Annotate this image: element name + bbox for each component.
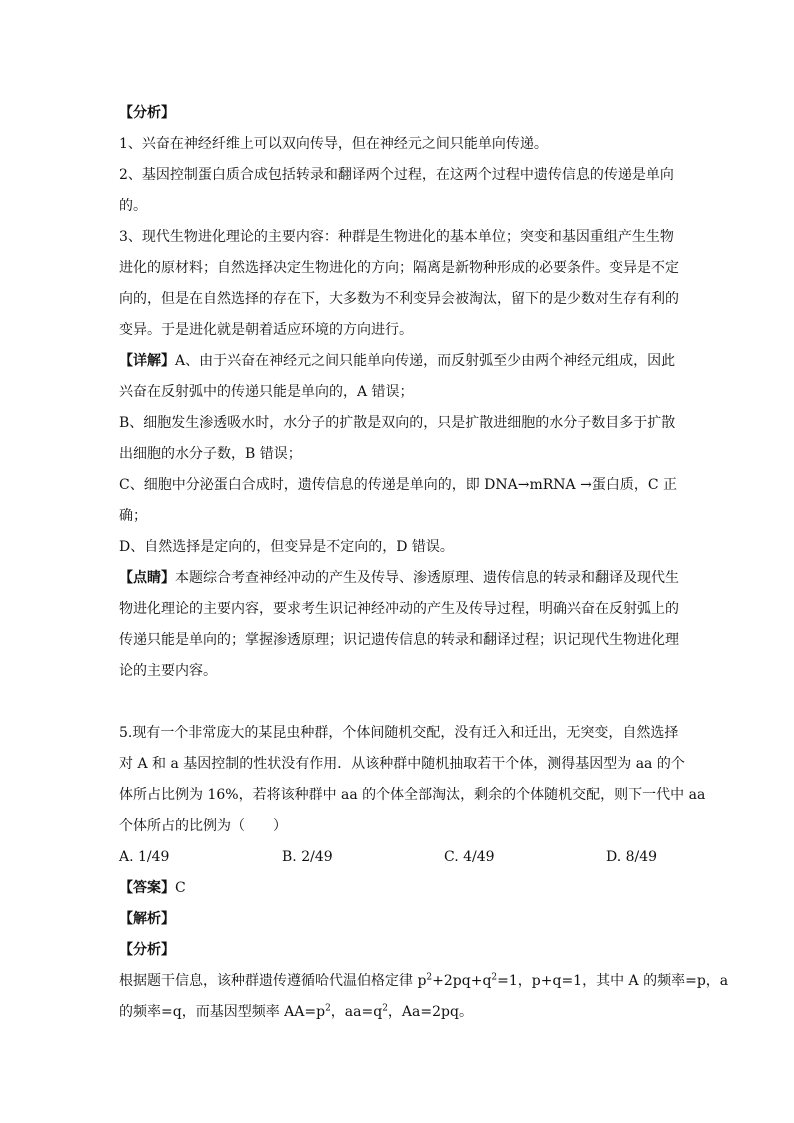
analysis-point: 1、兴奋在神经纤维上可以双向传导，但在神经元之间只能单向传递。 (119, 136, 548, 152)
comment-line: 论的主要内容。 (119, 663, 217, 679)
analysis-point: 的。 (119, 198, 147, 214)
option-b: B. 2/49 (282, 849, 333, 865)
comment-line: 物进化理论的主要内容，要求考生识记神经冲动的产生及传导过程，明确兴奋在反射弧上的 (119, 601, 679, 617)
analysis-point: 3、现代生物进化理论的主要内容：种群是生物进化的基本单位；突变和基因重组产生生物 (119, 229, 674, 245)
question-stem: 体所占比例为 16%，若将该种群中 aa 的个体全部淘汰，剩余的个体随机交配，则下一代中 aa (119, 787, 706, 803)
detail-line: 兴奋在反射弧中的传递只能是单向的，A 错误； (119, 384, 414, 400)
comment-line: 传递只能是单向的；掌握渗透原理；识记遗传信息的转录和翻译过程；识记现代生物进化理 (119, 632, 679, 648)
question-stem: 5.现有一个非常庞大的某昆虫种群，个体间随机交配，没有迁入和迁出，无突变，自然选择 (119, 725, 679, 741)
question-stem: 个体所占的比例为（ ） (119, 818, 287, 834)
document-body (119, 98, 729, 1028)
detail-line: C、细胞中分泌蛋白合成时，遗传信息的传递是单向的，即 DNA→mRNA →蛋白质，C 正 (119, 477, 677, 493)
option-c: C. 4/49 (444, 849, 495, 865)
analysis-heading-2: 【分析】 (119, 942, 175, 958)
analysis-point: 变异。于是进化就是朝着适应环境的方向进行。 (119, 322, 413, 338)
question-stem: 对 A 和 a 基因控制的性状没有作用．从该种群中随机抽取若干个体，测得基因型为 aa 的个 (119, 756, 685, 772)
comment-line: 【点睛】本题综合考查神经冲动的产生及传导、渗透原理、遗传信息的转录和翻译及现代生 (119, 570, 679, 586)
explain-heading: 【解析】 (119, 911, 175, 927)
answer-line (119, 873, 679, 904)
detail-line: 确； (119, 508, 147, 524)
detail-line: D、自然选择是定向的，但变异是不定向的，D 错误。 (119, 539, 454, 555)
answer-heading: 【答案】 (119, 880, 175, 896)
detail-line: 出细胞的水分子数，B 错误； (119, 446, 302, 462)
analysis-point: 进化的原材料；自然选择决定生物进化的方向；隔离是新物种形成的必要条件。变异是不定 (119, 260, 679, 276)
detail-line: B、细胞发生渗透吸水时，水分子的扩散是双向的，只是扩散进细胞的水分子数目多于扩散 (119, 415, 676, 431)
answer-options (119, 842, 679, 873)
detail-line: 【详解】A、由于兴奋在神经元之间只能单向传递，而反射弧至少由两个神经元组成，因此 (119, 353, 676, 369)
section-gap (119, 687, 679, 718)
analysis-formula-line: 根据题干信息，该种群遗传遵循哈代温伯格定律 $p^2+2pq+q^2=1$，p+q=1，其中 A 的频率=p，a (119, 972, 729, 989)
comment-heading: 【点睛】 (119, 570, 175, 586)
analysis-heading: 【分析】 (119, 105, 175, 121)
option-d: D. 8/49 (606, 849, 658, 865)
analysis-point: 2、基因控制蛋白质合成包括转录和翻译两个过程，在这两个过程中遗传信息的传递是单向 (119, 167, 674, 183)
detail-heading: 【详解】 (119, 353, 175, 369)
answer-value: C (175, 880, 186, 896)
option-a: A. 1/49 (119, 849, 170, 865)
analysis-point: 向的，但是在自然选择的存在下，大多数为不利变异会被淘汰，留下的是少数对生存有利的 (119, 291, 679, 307)
analysis-formula-line: 的频率=q，而基因型频率 $AA=p^2$，$aa=q^2$，Aa=2pq。 (119, 1003, 473, 1020)
